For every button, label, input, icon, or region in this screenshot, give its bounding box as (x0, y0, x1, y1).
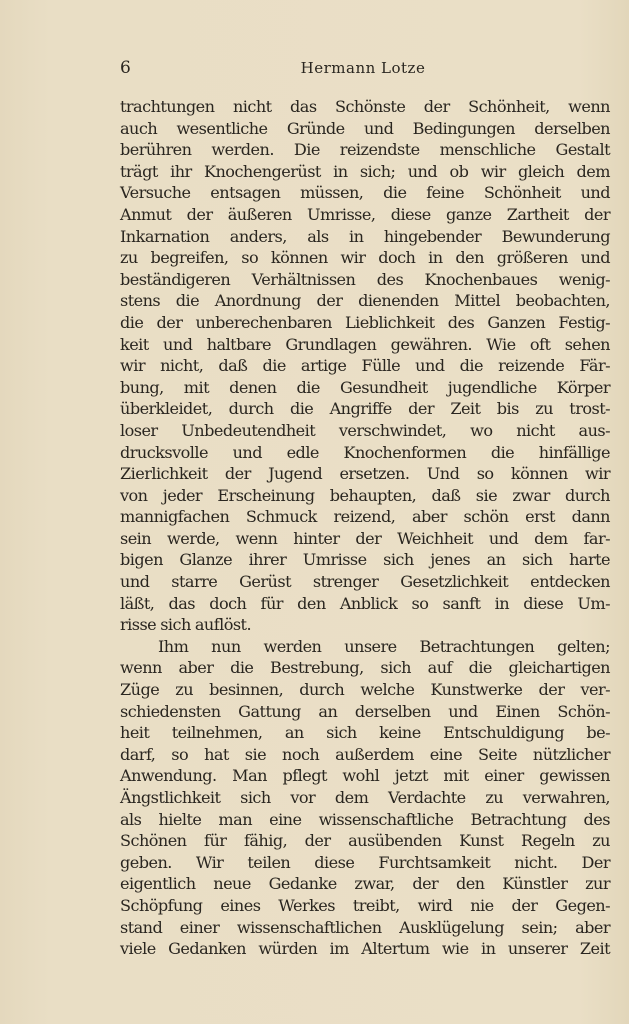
text-line: Züge zu besinnen, durch welche Kunstwerke der ver- (120, 680, 610, 700)
text-line: auch wesentliche Gründe und Bedingungen derselben (120, 118, 610, 138)
text-line: Inkarnation anders, als in hingebender Bewunderung (120, 226, 610, 246)
paragraph-start-line: Ihm nun werden unsere Betrachtungen gelten; (158, 636, 610, 656)
page-number: 6 (120, 58, 131, 78)
text-line: heit teilnehmen, an sich keine Entschuldigung be- (120, 723, 610, 743)
running-head: Hermann Lotze (300, 59, 426, 77)
text-line: wir nicht, daß die artige Fülle und die reizende Fär- (120, 356, 610, 376)
text-line: schiedensten Gattung an derselben und Einen Schön- (120, 701, 610, 721)
text-line: Anwendung. Man pflegt wohl jetzt mit einer gewissen (120, 766, 610, 786)
text-line: stand einer wissenschaftlichen Ausklügelung sein; aber (120, 917, 610, 937)
text-line: zu begreifen, so können wir doch in den größeren und (120, 248, 610, 268)
text-line: Versuche entsagen müssen, die feine Schönheit und (120, 183, 610, 203)
text-line: überkleidet, durch die Angriffe der Zeit bis zu trost- (120, 399, 610, 419)
text-line: läßt, das doch für den Anblick so sanft in diese Um- (120, 593, 610, 613)
text-line: Ängstlichkeit sich vor dem Verdachte zu verwahren, (120, 788, 610, 807)
page-header (120, 58, 606, 80)
text-line: loser Unbedeutendheit verschwindet, wo nicht aus- (120, 420, 610, 440)
text-line: und starre Gerüst strenger Gesetzlichkeit entdecken (120, 572, 610, 592)
text-line: viele Gedanken würden im Altertum wie in unserer Zeit (120, 939, 610, 959)
text-line: berühren werden. Die reizendste menschliche Gestalt (120, 140, 610, 160)
text-line: keit und haltbare Grundlagen gewähren. Wie oft sehen (120, 334, 610, 354)
text-line: drucksvolle und edle Knochenformen die hinfällige (120, 442, 610, 462)
text-line: darf, so hat sie noch außerdem eine Seite nützlicher (120, 744, 610, 764)
text-line: wenn aber die Bestrebung, sich auf die gleichartigen (120, 658, 610, 678)
text-line: trägt ihr Knochengerüst in sich; und ob wir gleich dem (120, 161, 610, 181)
text-line: eigentlich neue Gedanke zwar, der den Künstler zur (120, 874, 610, 894)
paragraph-end-line: risse sich auflöst. (120, 615, 252, 635)
text-line: mannigfachen Schmuck reizend, aber schön erst dann (120, 507, 610, 527)
text-line: sein werde, wenn hinter der Weichheit und dem far- (120, 528, 610, 548)
text-line: geben. Wir teilen diese Furchtsamkeit nicht. Der (120, 852, 610, 872)
body-text (120, 96, 610, 960)
text-line: beständigeren Verhältnissen des Knochenbaues wenig- (120, 269, 610, 289)
text-line: stens die Anordnung der dienenden Mittel beobachten, (120, 291, 610, 311)
text-line: die der unberechenbaren Lieblichkeit des Ganzen Festig- (120, 312, 610, 332)
text-line: bung, mit denen die Gesundheit jugendliche Körper (120, 377, 610, 397)
text-line: Schönen für fähig, der ausübenden Kunst Regeln zu (120, 831, 610, 851)
text-line: bigen Glanze ihrer Umrisse sich jenes an sich harte (120, 550, 610, 570)
text-line: Zierlichkeit der Jugend ersetzen. Und so können wir (120, 464, 610, 484)
text-line: Schöpfung eines Werkes treibt, wird nie der Gegen- (120, 895, 610, 915)
text-line: Anmut der äußeren Umrisse, diese ganze Zartheit der (120, 204, 610, 224)
text-line: als hielte man eine wissenschaftliche Betrachtung des (120, 809, 610, 829)
text-line: trachtungen nicht das Schönste der Schönheit, wenn (120, 97, 610, 116)
text-line: von jeder Erscheinung behaupten, daß sie zwar durch (120, 485, 610, 505)
